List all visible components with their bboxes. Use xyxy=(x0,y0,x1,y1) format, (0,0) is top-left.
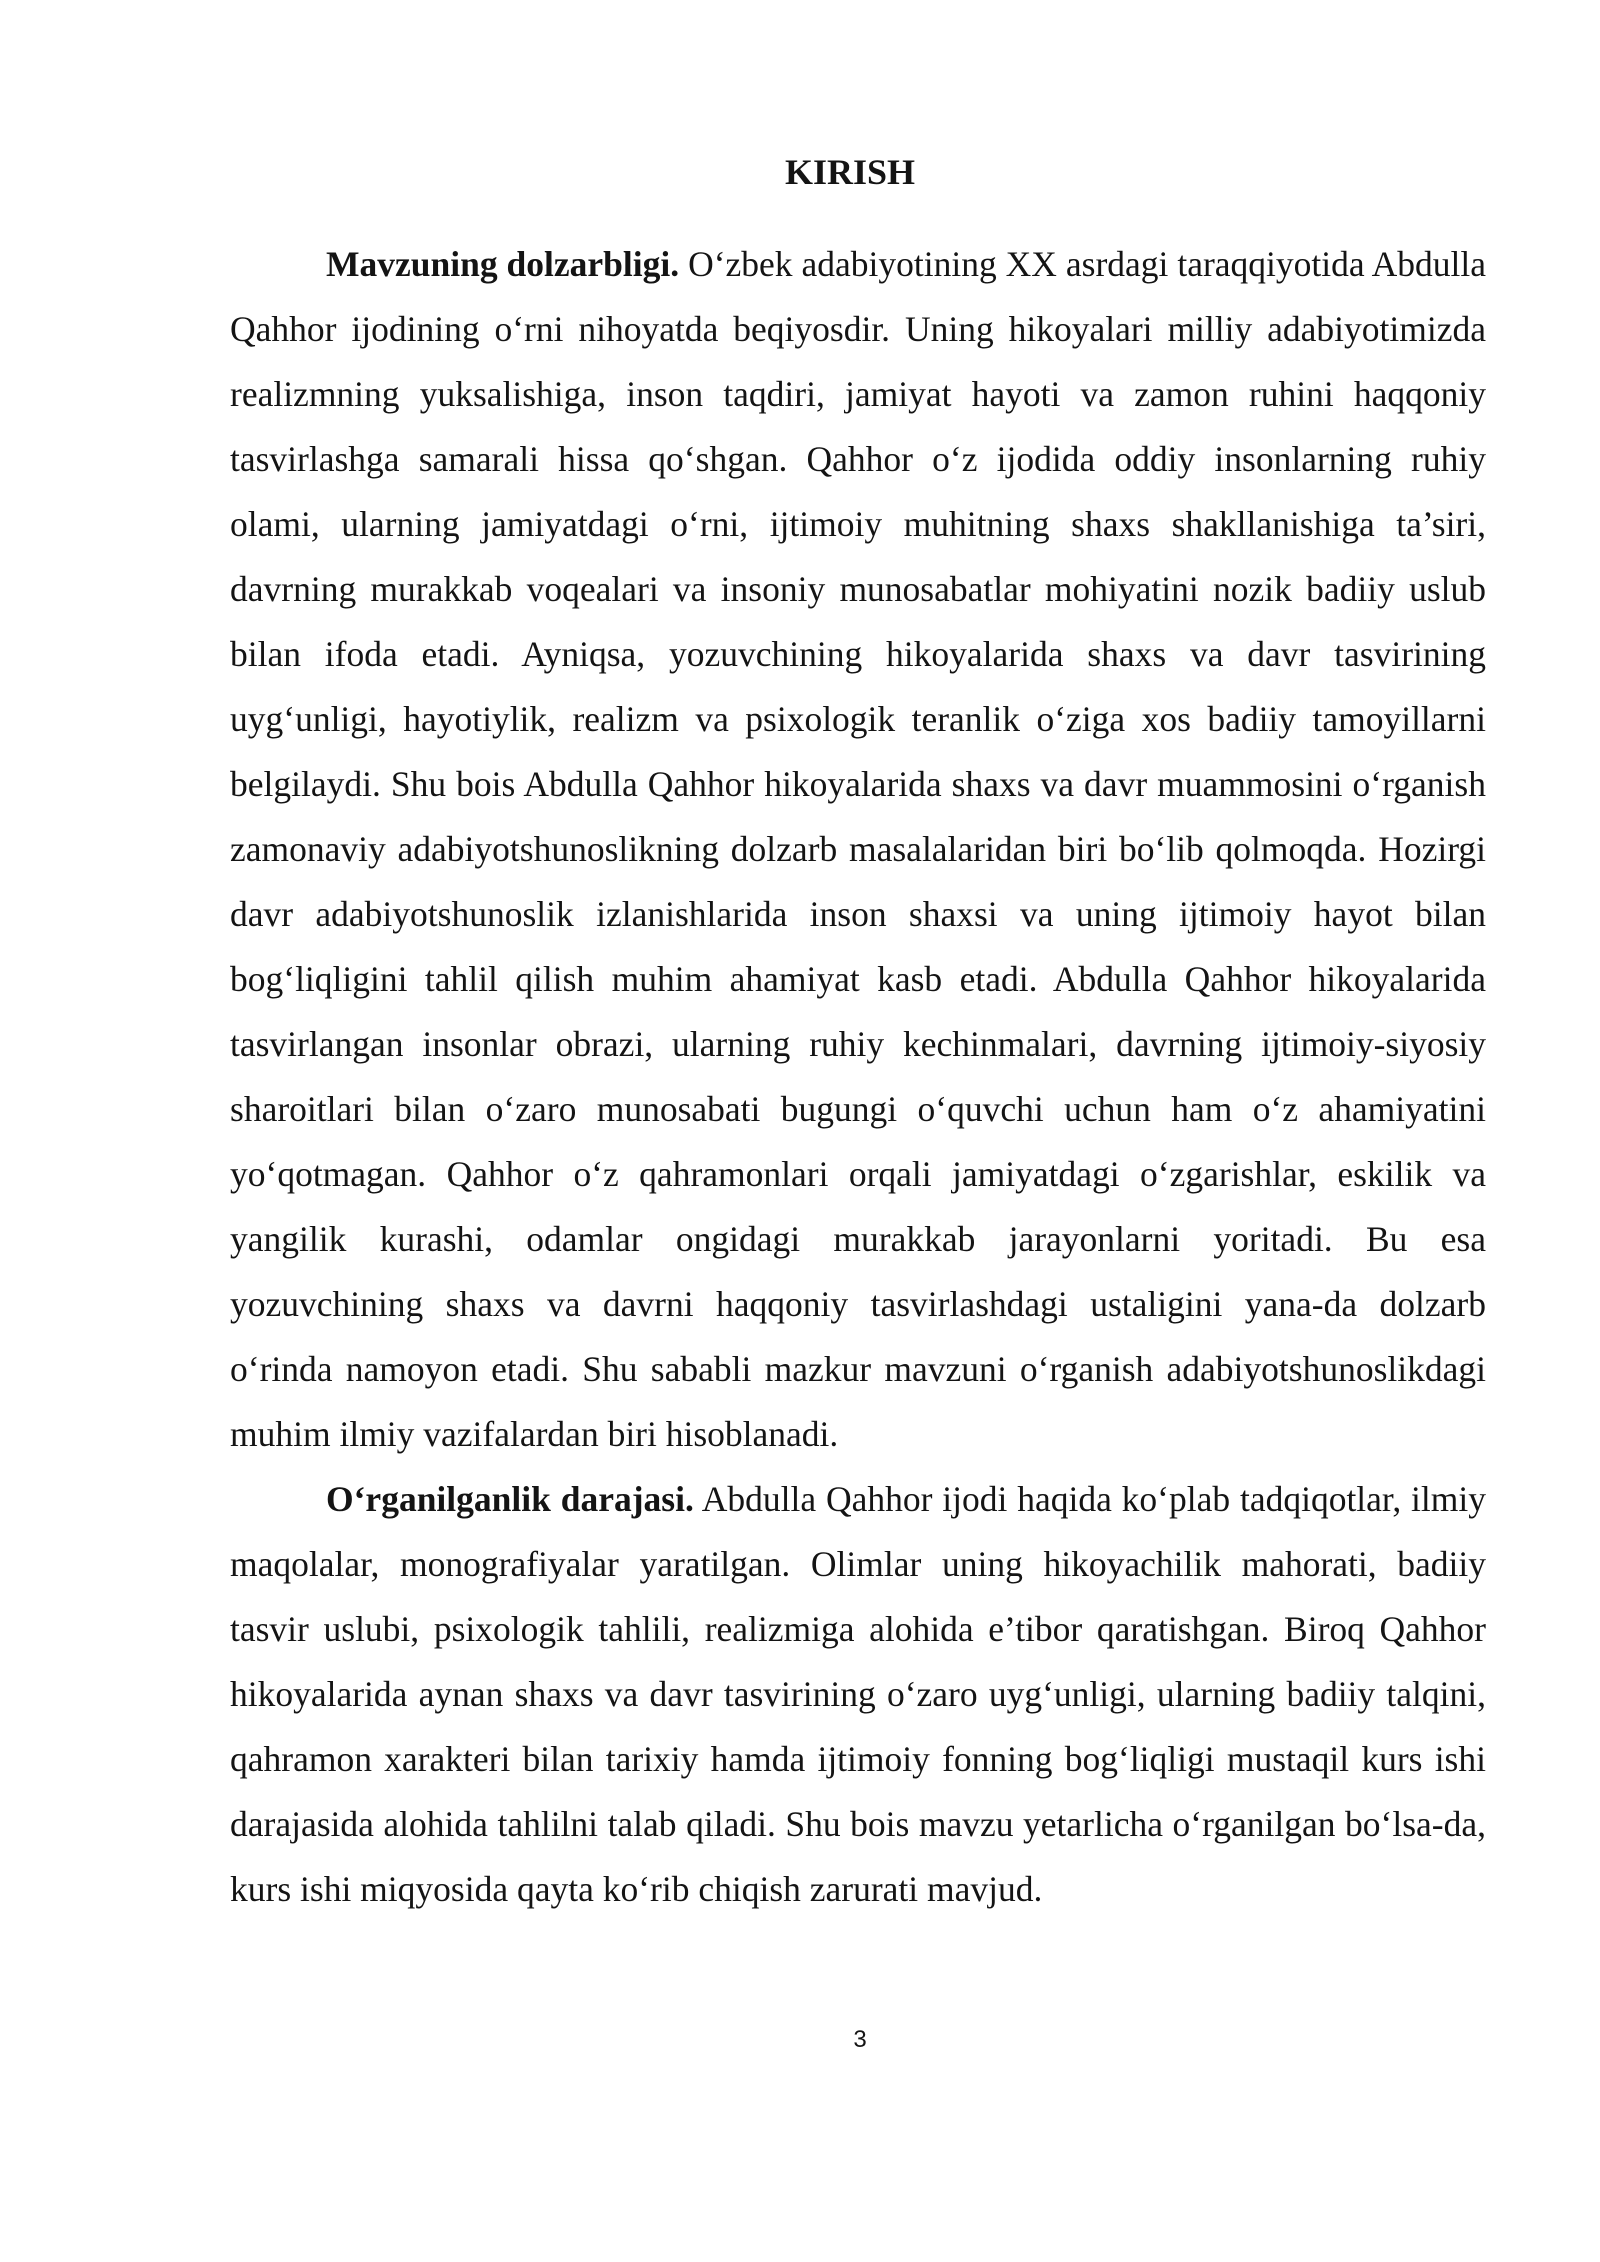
body-text xyxy=(230,232,1486,1922)
paragraph-text-study-level: Abdulla Qahhor ijodi haqida ko‘plab tadqiqotlar, ilmiy maqolalar, monografiyalar yaratilgan. Olimlar uning hikoyachilik mahorati, badiiy tasvir uslubi, psixologik tahlili, realizmiga alohida e’tibor qaratishgan. Biroq Qahhor hikoyalarida aynan shaxs va davr tasvirining o‘zaro uyg‘unligi, ularning badiiy talqini, qahramon xarakteri bilan tarixiy hamda ijtimoiy fonning bog‘liqligi mustaqil kurs ishi darajasida alohida tahlilni talab qiladi. Shu bois mavzu yetarlicha o‘rganilgan bo‘lsa-da, kurs ishi miqyosida qayta ko‘rib chiqish zarurati mavjud. xyxy=(230,1479,1487,1909)
page-heading: KIRISH xyxy=(784,152,916,192)
paragraph-text-relevance: O‘zbek adabiyotining XX asrdagi taraqqiyotida Abdulla Qahhor ijodining o‘rni nihoyatda beqiyosdir. Uning hikoyalari milliy adabiyotimizda realizmning yuksalishiga, inson taqdiri, jamiyat hayoti va zamon ruhini haqqoniy tasvirlashga samarali hissa qo‘shgan. Qahhor o‘z ijodida oddiy insonlarning ruhiy olami, ularning jamiyatdagi o‘rni, ijtimoiy muhitning shaxs shakllanishiga ta’siri, davrning murakkab voqealari va insoniy munosabatlar mohiyatini nozik badiiy uslub bilan ifoda etadi. Ayniqsa, yozuvchining hikoyalarida shaxs va davr tasvirining uyg‘unligi, hayotiylik, realizm va psixologik teranlik o‘ziga xos badiiy tamoyillarni belgilaydi. Shu bois Abdulla Qahhor hikoyalarida shaxs va davr muammosini o‘rganish zamonaviy adabiyotshunoslikning dolzarb masalalaridan biri bo‘lib qolmoqda. Hozirgi davr adabiyotshunoslik izlanishlarida inson shaxsi va uning ijtimoiy hayot bilan bog‘liqligini tahlil qilish muhim ahamiyat kasb etadi. Abdulla Qahhor hikoyalarida tasvirlangan insonlar obrazi, ularning ruhiy kechinmalari, davrning ijtimoiy-siyosiy sharoitlari bilan o‘zaro munosabati bugungi o‘quvchi uchun ham o‘z ahamiyatini yo‘qotmagan. Qahhor o‘z qahramonlari orqali jamiyatdagi o‘zgarishlar, eskilik va yangilik kurashi, odamlar ongidagi murakkab jarayonlarni yoritadi. Bu esa yozuvchining shaxs va davrni haqqoniy tasvirlashdagi ustaligini yana-da dolzarb o‘rinda namoyon etadi. Shu sababli mazkur mavzuni o‘rganish adabiyotshunoslikdagi muhim ilmiy vazifalardan biri hisoblanadi. xyxy=(230,244,1486,1454)
paragraph-relevance xyxy=(230,232,1486,1467)
paragraph-lead-relevance: Mavzuning dolzarbligi. xyxy=(326,244,680,284)
page-number: 3 xyxy=(853,2026,867,2053)
paragraph-study-level xyxy=(230,1467,1486,1922)
paragraph-lead-study-level: O‘rganilganlik darajasi. xyxy=(326,1479,694,1519)
